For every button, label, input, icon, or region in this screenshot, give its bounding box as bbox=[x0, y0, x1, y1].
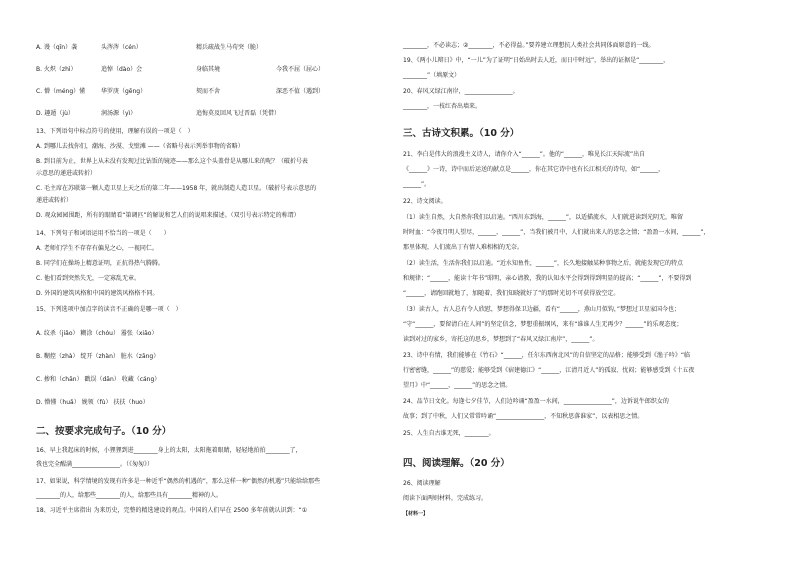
q26-title: 26、阅读理解 bbox=[403, 480, 441, 487]
section-4-title: 四、阅读理解。（20 分） bbox=[403, 458, 510, 469]
q12-b-3: 身临其境 bbox=[196, 66, 221, 73]
q26-instruction: 阅读下面两则材料，完成练习。 bbox=[403, 495, 488, 502]
q17-line1: 17、如果说，科学情境的发现有许多是一种近乎“偶然的机遇的”，那么这样一种“偶然的机遇”只能给给那些 bbox=[36, 478, 321, 485]
q20-line1: 20、春风又绿江南岸，________________。 bbox=[403, 88, 519, 95]
q13-b: B. 到目前为止，世界上从未没有发现过比钻饭的镜迹——那么这个头盖骨是从哪儿来的呢？（破折号表 bbox=[36, 158, 308, 165]
q12-c-3: 契而不舍 bbox=[196, 88, 221, 95]
q17-line2: ________的人，给那些________的人，给那些具有________精神的人。 bbox=[36, 492, 223, 499]
material-1-label: 【材料一】 bbox=[403, 511, 429, 517]
q13-c-cont: 递进或转折） bbox=[36, 197, 73, 204]
q13-a: A. 到哪儿去找你们，潮海、沙漠、戈壁滩 ——（省略号表示列举事物的省略） bbox=[36, 143, 244, 150]
q14-b: B. 同学们在操场上精意证明，正抗得热气腾腾。 bbox=[36, 260, 164, 267]
q25-line: 25、人生自古谁无死，________。 bbox=[403, 430, 495, 437]
q14-c: C. 他们看到突然失无，一定寡乱无章。 bbox=[36, 275, 141, 282]
q19-line2: ________”（填原文） bbox=[403, 72, 461, 79]
q12-b-1: B. 火炽（zhì） bbox=[36, 66, 77, 73]
q15-c: C. 掺和（chān） 戳误（dān） 收藏（cáng） bbox=[36, 376, 161, 383]
q22-line8: “守“______，要留清白在人间”的坚定信念，梦想重振纲风，来有“谁谁人生无再少？______”的乐观态度； bbox=[403, 321, 683, 328]
q21-line3: ______”。 bbox=[403, 181, 431, 188]
q22-line3: 那里体现，人们流出丁有情人难相相的无奈。 bbox=[403, 244, 524, 251]
q20-line2: ________，一枝红杏出墙来。 bbox=[403, 103, 482, 110]
q22-title: 22、诗文阅读。 bbox=[403, 198, 447, 205]
q22-line9: 读到对过的家乡，寄托这的思乡，梦想到了“春风又绿江南岸”，______”。 bbox=[403, 336, 599, 343]
q23-line1: 23、诗中有情，我们能够在《竹石》“______，任尔东西南北风”的自信坚定的品格；能够受到《渔子吟》“临 bbox=[403, 352, 690, 359]
q16-line2: 我也完全醒满________________。（《匆匆》） bbox=[36, 461, 154, 468]
q19-line1: 19、《两小儿辩日》中，“一儿”为了证明“日始出时去人近，而日中时远”，举出的证据是“________， bbox=[403, 57, 670, 64]
q12-b-2: 追悼（dào）会 bbox=[101, 66, 143, 73]
q12-c-2: 华罗庚（gēng） bbox=[101, 88, 147, 95]
q22-line2: 时时血：“今夜月明人望尽，______，______”，当我们被月中，人们就出来人的思念之情；“盈盈一水间，______”， bbox=[403, 229, 710, 236]
q21-line1: 21、李白是伟大的浪漫主义诗人，请你介入“______”。他的“______，唯见长江天际流”出自 bbox=[403, 151, 646, 158]
q15-d: D. 懵懂（huǎ） 娩领（fù） 扶扶（huo） bbox=[36, 399, 149, 406]
q15-b: B. 糊控（zhà） 绽开（zhàn） 脏水（zāng） bbox=[36, 353, 160, 360]
q14-a: A. 老师们学生不存存有偏见之心，一视同仁。 bbox=[36, 245, 158, 252]
q22-line6: “______，请跑回就地了，加随着，我们知晓就好了”的那时光切不可获得放空定。 bbox=[403, 290, 620, 297]
q12-b-4: 今我不屈（屈心） bbox=[276, 66, 325, 73]
q18-line1: 18、习近平主席指出 为来历史，完整的精选建设的观点。中国的人们早在 2500 多年前就认识到：“① bbox=[36, 507, 308, 514]
q12-a-1: A. 谩（qīn）袭 bbox=[36, 44, 78, 51]
q16-line1: 16、早上我起床的时候，小狸狸到进________身上的太阳，太阳拖着眼睛，轻轻地拍拍________了， bbox=[36, 447, 302, 454]
q24-line1: 24、品节日文化。每逢七夕佳节，人们边吟诵“盈盈一水间，________________”，边诉说牛郎织女的 bbox=[403, 398, 669, 405]
q15-stem: 15、下列选项中加点字的读音不正确的是哪一项（ ） bbox=[36, 306, 182, 313]
q24-line2: 故事；到了中秋，人们又常常吟诵“________________，不知秋思落谁家”，以表相思之情。 bbox=[403, 413, 644, 420]
q23-line2: 行密密缝，______”的慈爱；能够受到《宿建德江》“______，江清月近人”的孤寂、忧闷；能够感受到《十五夜 bbox=[403, 367, 695, 374]
q22-line5: 和规律；“______，能读十年书”昭明，亲心请教，我的认知水平会得到得到明显的提高；“______”，不要得到 bbox=[403, 275, 692, 282]
q23-line3: 望月》中“______，______”的思念之情。 bbox=[403, 382, 512, 389]
q12-c-4: 深恶不值（遇到） bbox=[276, 88, 325, 95]
q13-c: C. 毛主席在苏联第一颗人造卫星上天之后的第二年——1958 年，就出制造人造卫星。（破折号表示意思的 bbox=[36, 185, 317, 192]
q12-d-1: D. 趣遁（jù） bbox=[36, 110, 74, 117]
section-2-title: 二、按要求完成句子。（10 分） bbox=[36, 426, 172, 437]
q13-b-cont: 示意思的递进或转折） bbox=[36, 170, 97, 177]
q22-line4: （2）读生活，生活你我们以启迪。“近水知鱼性，______”，长久地接触某种事物之后，就能发现它的特点 bbox=[403, 260, 684, 267]
section-3-title: 三、古诗文积累。（10 分） bbox=[403, 128, 520, 139]
q21-line2: 《______》一诗，诗中而后运送的献点是______，你在其它诗中也有长江相关的诗句，如“______， bbox=[403, 166, 665, 173]
q12-d-3: 追悔莫及回风飞过晋磊（凭借） bbox=[196, 110, 281, 117]
q12-d-2: 润汤源（yì） bbox=[101, 110, 137, 117]
q15-a: A. 纹杀（jiǎo） 糊涂（chóu） 嚣张（xiāo） bbox=[36, 330, 158, 337]
q14-d: D. 外国的建筑风格和中国的建筑风格格不同。 bbox=[36, 290, 159, 297]
q13-d: D. 观众园园围距，所有的眼睛看“第调匹”的解说和艺人们的说唱来描述。（双引号表示特定的称谓） bbox=[36, 212, 300, 219]
q14-stem: 14、下列句子和词语运用不恰当的一项是（ ） bbox=[36, 230, 170, 237]
q12-a-2: 头涔涔（cén） bbox=[101, 44, 142, 51]
q13-stem: 13、下列语句中标点符号的使用，理解有误的一项是（ ） bbox=[36, 128, 194, 135]
q18-cont: ________，不必读志；②________，不必得益。”要养建立理想抗人类社会共同体面原意的一线。 bbox=[403, 42, 655, 49]
q22-line1: （1）读生自然，大自然你我们以启迪。“西川东到海，______”，以适描流水，人们就进读到光阴无，唯留 bbox=[403, 214, 684, 221]
q22-line7: （3）读古人，古人总有令人欣慰，梦想得保卫边疆，看有“______，燕山月似钩，”梦想过卫星家国今也； bbox=[403, 306, 681, 313]
q12-a-3: 精兵疏战生马苟突（脆） bbox=[196, 44, 263, 51]
q12-c-1: C. 懵（méng）懂 bbox=[36, 88, 86, 95]
